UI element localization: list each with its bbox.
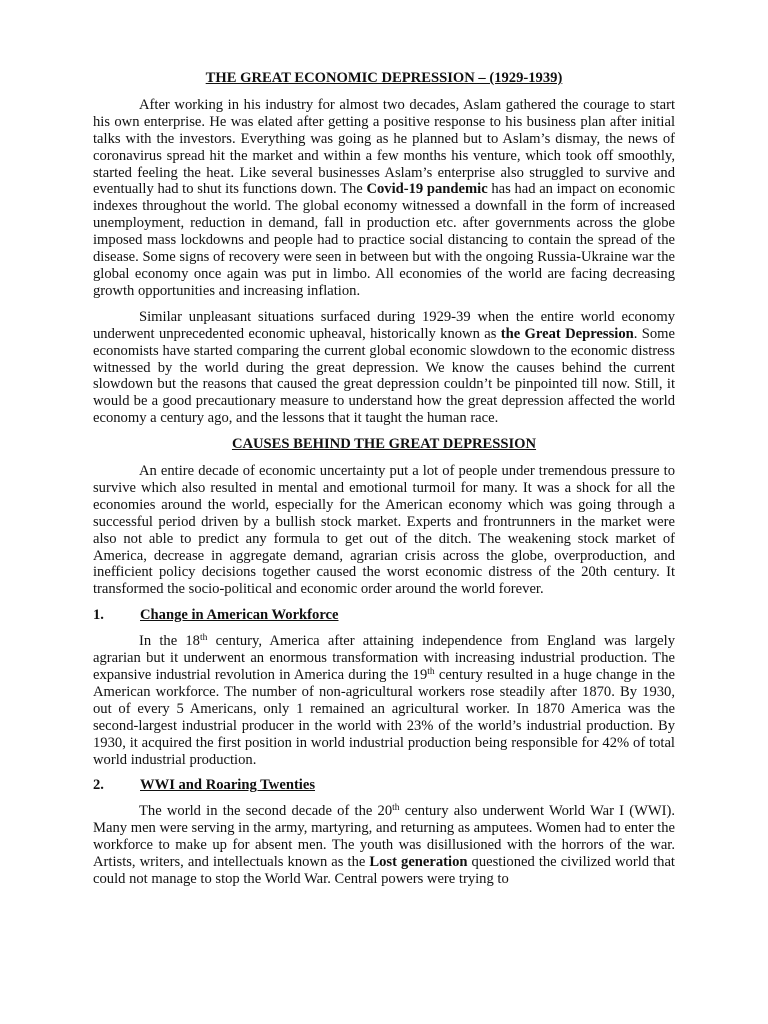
section-2-sup-1: th [392, 803, 400, 814]
section-1-paragraph [93, 633, 675, 768]
section-2-label: WWI and Roaring Twenties [140, 777, 316, 794]
section-1-text-3: century resulted in a huge change in the American workforce. The number of non-agricultural workers rose steadily after 1870. By 1930, out of every 5 Americans, only 1 remained an agricultural worker. In 1870 America was the second-largest industrial producer in the world with 23% of the world’s industrial production. By 1930, it acquired the first position in world industrial production being responsible for 42% of total world industrial production. [93, 667, 675, 768]
section-2-paragraph [93, 803, 675, 888]
section-2-text-2: century also underwent World War I (WWI). Many men were serving in the army, martyring, and returning as amputees. Women had to enter the workforce to make up for absent men. The youth was disillusioned with the horrors of the war. Artists, writers, and intellectuals known as the [93, 803, 675, 871]
causes-heading: CAUSES BEHIND THE GREAT DEPRESSION [231, 436, 537, 453]
intro-p1-text-b: has had an impact on economic indexes throughout the world. The global economy witnessed a downfall in the form of increased unemployment, reduction in demand, fall in production etc. after governments across the globe imposed mass lockdowns and people had to practice social distancing to contain the spread of the disease. Some signs of recovery were seen in between but with the ongoing Russia-Ukraine war the global economy once again was put in limbo. All economies of the world are facing decreasing growth opportunities and increasing inflation. [93, 181, 675, 299]
intro-paragraph-2 [93, 309, 675, 427]
intro-p2-text-a: Similar unpleasant situations surfaced during 1929-39 when the entire world economy underwent unprecedented economic upheaval, historically known as [93, 308, 675, 342]
section-2-text-1: The world in the second decade of the 20 [139, 803, 393, 820]
section-2-text-3: questioned the civilized world that could not manage to stop the World War. Central powers were trying to [93, 854, 675, 887]
section-1-label: Change in American Workforce [140, 607, 339, 624]
intro-p2-bold: the Great Depression [500, 325, 634, 342]
section-2-number: 2. [93, 777, 104, 794]
section-2-heading [93, 777, 675, 794]
section-1-text-2: century, America after attaining independence from England was largely agrarian but it underwent an enormous transformation with increasing industrial production. The expansive industrial revolution in America during the 19 [93, 633, 675, 683]
intro-paragraph-1 [93, 97, 675, 300]
intro-p2-text-b: . Some economists have started comparing the current global economic slowdown to the economic distress witnessed by the world during the great depression. We know the causes behind the current slowdown but the reasons that caused the great depression couldn’t be pinpointed till now. Still, it would be a good precautionary measure to understand how the great depression affected the world economy a century ago, and the lessons that it taught the human race. [93, 325, 675, 427]
section-1-heading [93, 607, 675, 624]
document-title: THE GREAT ECONOMIC DEPRESSION – (1929-1939) [205, 70, 563, 86]
section-1-sup-1: th [199, 633, 208, 644]
section-1-number: 1. [93, 607, 104, 624]
intro-p1-bold: Covid-19 pandemic [366, 181, 488, 198]
section-1-text-1: In the 18 [139, 633, 200, 650]
intro-p1-text-a: After working in his industry for almost two decades, Aslam gathered the courage to start his own enterprise. He was elated after getting a positive response to his business plan after initial talks with the investors. Everything was going as he planned but to Aslam’s dismay, the news of coronavirus spread hit the market and within a few months his venture, which took off smoothly, started feeling the heat. Like several businesses Aslam’s enterprise also struggled to survive and eventually had to shut its functions down. The [93, 96, 675, 198]
causes-paragraph: An entire decade of economic uncertainty put a lot of people under tremendous pressure to survive which also resulted in mental and emotional turmoil for many. It was a shock for all the economies around the world, especially for the American economy which was going through a successful period driven by a bullish stock market. Experts and frontrunners in the market were also not able to predict any formula to get out of the ditch. The weakening stock market of America, decrease in aggregate demand, agrarian crisis across the globe, overproduction, and inefficient policy decisions together caused the worst economic distress of the 20th century. It transformed the socio-political and economic order around the world forever. [93, 463, 675, 598]
section-1-sup-2: th [427, 667, 435, 677]
section-2-bold: Lost generation [369, 854, 468, 871]
